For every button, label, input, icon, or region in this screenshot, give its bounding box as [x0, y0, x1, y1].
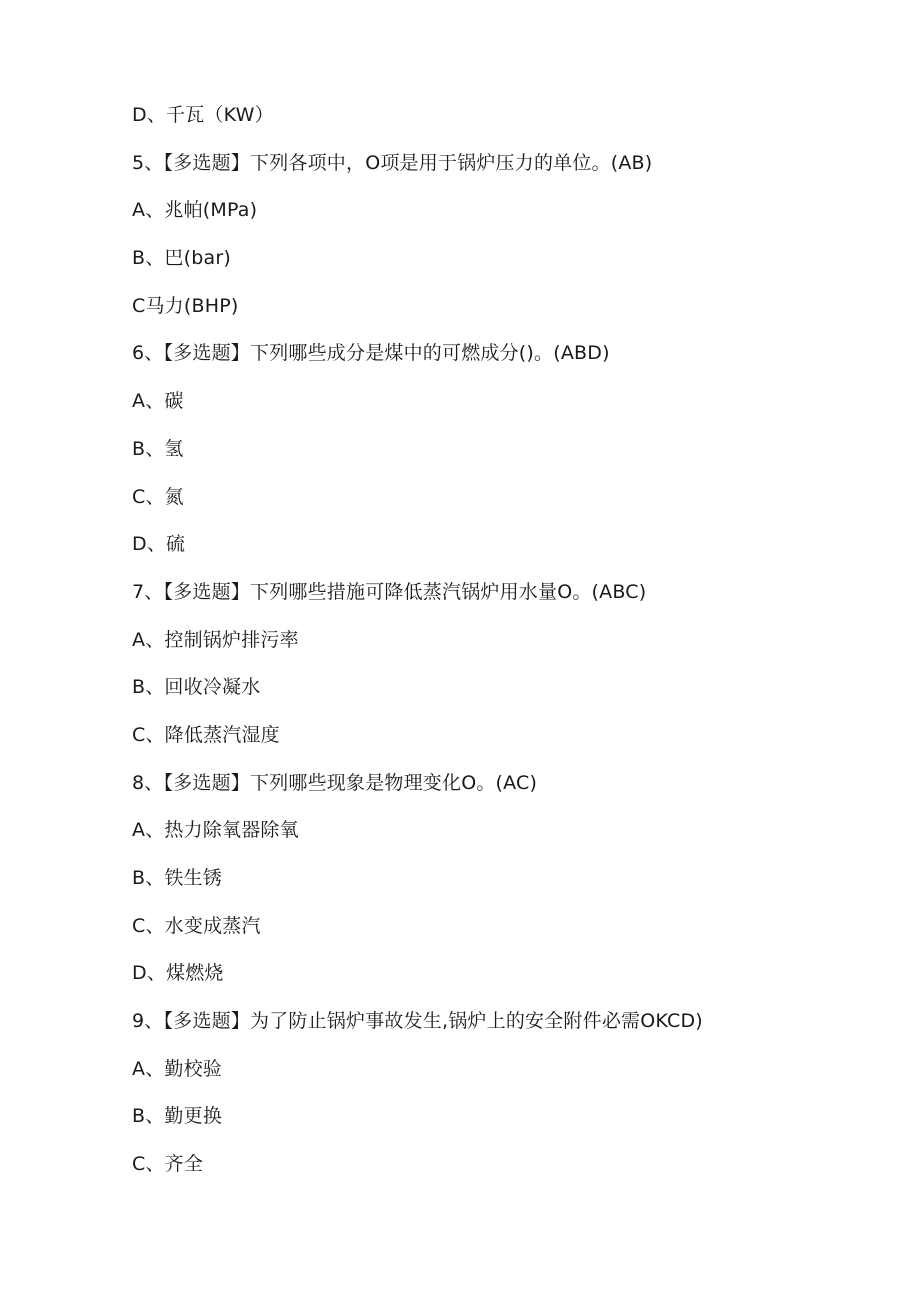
- option-c-line: C马力(BHP): [132, 294, 239, 317]
- option-d-line: D、煤燃烧: [132, 962, 224, 985]
- question-6: 6、【多选题】下列哪些成分是煤中的可燃成分()。(ABD): [132, 342, 610, 365]
- option-c-line: C、氮: [132, 485, 184, 508]
- question-5: 5、【多选题】下列各项中，O项是用于锅炉压力的单位。(AB): [132, 151, 653, 174]
- question-list: [132, 100, 892, 1197]
- option-a-line: A、兆帕(MPa): [132, 199, 258, 222]
- question-9: 9、【多选题】为了防止锅炉事故发生,锅炉上的安全附件必需OKCD): [132, 1010, 703, 1033]
- option-b-line: B、氢: [132, 437, 184, 460]
- option-d-line: D、硫: [132, 533, 186, 556]
- option-c-line: C、水变成蒸汽: [132, 914, 261, 937]
- option-b-line: B、铁生锈: [132, 867, 223, 889]
- option-b-line: B、回收冷凝水: [132, 676, 261, 699]
- option-b-line: B、勤更换: [132, 1105, 223, 1128]
- question-8: 8、【多选题】下列哪些现象是物理变化O。(AC): [132, 771, 538, 794]
- option-d-line: D、千瓦（KW）: [132, 104, 274, 126]
- option-a-line: A、控制锅炉排污率: [132, 628, 299, 651]
- option-c-line: C、齐全: [132, 1153, 204, 1176]
- option-a-line: A、碳: [132, 390, 184, 413]
- question-7: 7、【多选题】下列哪些措施可降低蒸汽锅炉用水量O。(ABC): [132, 580, 647, 603]
- option-a-line: A、勤校验: [132, 1057, 222, 1080]
- option-a-line: A、热力除氧器除氧: [132, 819, 299, 842]
- option-c-line: C、降低蒸汽湿度: [132, 723, 280, 746]
- option-b-line: B、巴(bar): [132, 247, 231, 270]
